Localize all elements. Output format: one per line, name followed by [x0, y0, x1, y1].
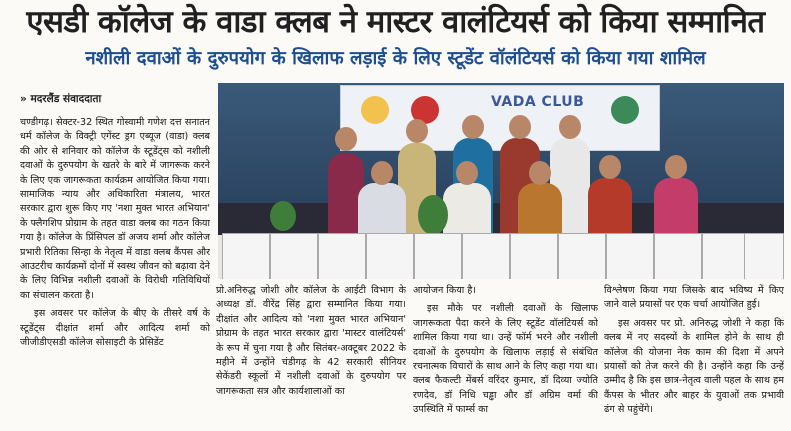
- paragraph: प्रो.अनिरुद्ध जोशी और कॉलेज के आईटी विभाग के अध्यक्ष डॉ. वीरेंद्र सिंह द्वारा सम्मानित किया गया। दीक्षांत और आदित्य को 'नशा मुक्त भारत अभियान' प्रोग्राम के तहत भारत सरकार द्वारा 'मास्टर वालंटियर्स' के रूप में चुना गया है और सितंबर-अक्टूबर 2022 के महीने में उन्होंने चंडीगढ़ के 42 सरकारी सीनियर सेकेंडरी स्कूलों में नशीली दवाओं के दुरुपयोग पर जागरूकता सत्र और कार्यशालाओं का: [216, 285, 406, 397]
- poster: [318, 233, 366, 279]
- poster: [222, 233, 270, 279]
- subheadline: नशीली दवाओं के दुरुपयोग के खिलाफ लड़ाई के लिए स्टूडेंट वॉलंटियर्स को किया गया शामिल: [85, 48, 706, 69]
- person: [462, 115, 484, 139]
- person: [599, 155, 621, 179]
- person: [335, 127, 357, 151]
- byline: » मदरलैंड संवाददाता: [20, 93, 102, 105]
- headline: एसडी कॉलेज के वाडा क्लब ने मास्टर वालंटियर्स को किया सम्मानित: [26, 4, 765, 40]
- poster: [606, 233, 654, 279]
- paragraph: चण्डीगढ़। सेक्टर-32 स्थित गोस्वामी गणेश दत्त सनातन धर्म कॉलेज के विक्ट्री एगेंस्ट ड्रग एब्यूज (वाडा) क्लब की ओर से शनिवार को कॉलेज के स्टूडेंट्स को नशीली दवाओं के दुरुपयोग के खतरे के बारे में जागरूक करने के लिए एक जागरूकता कार्यक्रम आयोजित किया गया। सामाजिक न्याय और अधिकारिता मंत्रालय, भारत सरकार द्वारा शुरू किए गए 'नशा मुक्त भारत अभियान' के फ्लैगशिप प्रोग्राम के तहत वाडा क्लब का गठन किया गया है। कॉलेज के प्रिंसिपल डॉ अजय शर्मा और कॉलेज प्रभारी रितिका सिन्हा के नेतृत्व में वाडा क्लब कैंपस और आउटरीच कार्यक्रमों दोनों में स्वस्थ जीवन को बढ़ावा देने के लिए विभिन्न नशीली दवाओं के विरोधी गतिविधियों का संचालन करता है।: [20, 117, 210, 301]
- poster: [558, 233, 606, 279]
- poster: [654, 233, 702, 279]
- person: [665, 155, 687, 179]
- person: [456, 161, 478, 185]
- poster: [270, 233, 318, 279]
- vada-club-banner: [340, 85, 660, 151]
- plant: [270, 201, 296, 231]
- poster: [366, 233, 414, 279]
- person: [371, 161, 393, 185]
- article-column-1: [20, 116, 210, 428]
- poster: [702, 233, 750, 279]
- article-column-2: [216, 284, 406, 428]
- poster: [744, 233, 784, 279]
- poster: [414, 233, 462, 279]
- article-column-4: [604, 284, 784, 428]
- paragraph: आयोजन किया है।: [413, 285, 477, 296]
- event-photo: [218, 83, 784, 279]
- paragraph: विश्लेषण किया गया जिसके बाद भविष्य में किए जाने वाले प्रयासों पर एक चर्चा आयोजित हुई।: [604, 285, 784, 311]
- poster: [462, 233, 510, 279]
- paragraph: इस मौके पर नशीली दवाओं के खिलाफ जागरूकता पैदा करने के लिए स्टूडेंट वॉलंटियर्स को शामिल किया गया था। उन्हें फॉर्म भरने और नशीली दवाओं के दुरुपयोग के खिलाफ लड़ाई से संबंधित रचनात्मक विचारों के साथ आने के लिए कहा गया था। क्लब फैकल्टी मेंबर्स वरिंदर कुमार, डॉ दिव्या ज्योति रणदेव, डॉ निधि चड्ढा और डॉ अग्रिम वर्मा की उपस्थिति में फार्म्स का: [413, 303, 598, 416]
- person: [406, 119, 428, 143]
- person: [509, 115, 531, 139]
- logo-icon: [611, 96, 639, 124]
- paragraph: इस अवसर पर प्रो. अनिरुद्ध जोशी ने कहा कि क्लब में नए सदस्यों के शामिल होने के साथ ही कॉलेज की योजना नेक काम की दिशा में अपने प्रयासों को तेज करने की है। उन्होंने कहा कि उन्हें उम्मीद है कि इस छात्र-नेतृत्व वाली पहल के साथ हम कैंपस के भीतर और बाहर के युवाओं तक प्रभावी ढंग से पहुंचेंगे।: [604, 317, 784, 416]
- logo-icon: [361, 96, 389, 124]
- person: [529, 161, 551, 185]
- person: [559, 115, 581, 139]
- plant: [418, 195, 448, 235]
- paragraph: इस अवसर पर कॉलेज के बीए के तीसरे वर्ष के स्टूडेंट्स दीक्षांत शर्मा और आदित्य शर्मा को जीजीडीएसडी कॉलेज सोसाइटी के प्रेसिडेंट: [20, 308, 210, 349]
- poster: [510, 233, 558, 279]
- banner-title: VADA CLUB: [491, 94, 585, 110]
- article-column-3: [413, 284, 598, 428]
